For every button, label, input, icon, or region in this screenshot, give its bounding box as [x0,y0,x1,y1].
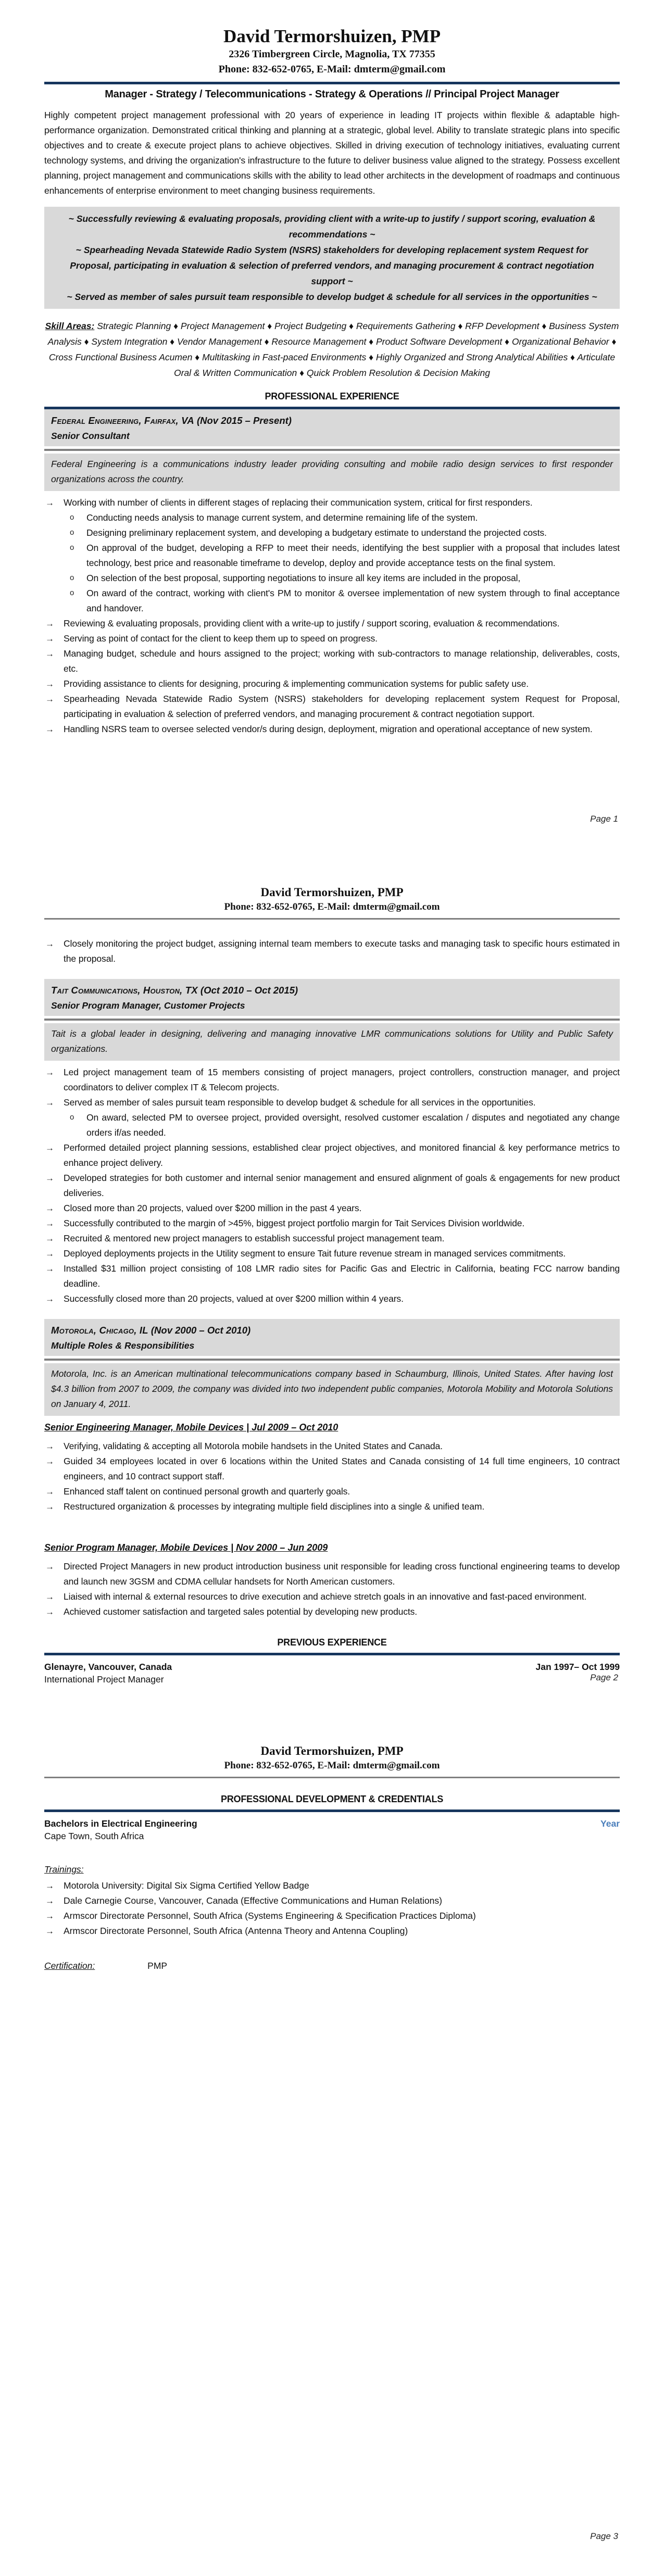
section-heading-previous-experience: PREVIOUS EXPERIENCE [277,1637,387,1648]
skill-areas-list: Strategic Planning ♦ Project Management ♦ Project Budgeting ♦ Requirements Gathering ♦ RFP Development ♦ Business System Analysis ♦ System Integration ♦ Vendor Management ♦ Resource Management ♦ Product Software Development ♦ Organizational Behavior ♦ Cross Functional Business Acumen ♦ Multitasking in Fast-paced Environments ♦ Highly Organized and Strong Analytical Abilities ♦ Articulate Oral & Written Communication ♦ Quick Problem Resolution & Decision Making [47,321,619,379]
job-divider [44,449,620,451]
job-bullet: → Managing budget, schedule and hours assigned to the project; working with sub-contractors to manage relationship, deliverables, costs, etc. [44,646,620,676]
role-bullet-list [44,1439,620,1514]
skill-areas-label: Skill Areas: [45,321,95,332]
company-description: Motorola, Inc. is an American multinational telecommunications company based in Schaumburg, Illinois, United States. After having lost $4.3 billion from 2007 to 2009, the company was divided into two independent public companies, Motorola Mobility and Motorola Solutions on January 4, 2011. [44,1363,620,1416]
training-item: → Armscor Directorate Personnel, South Africa (Systems Engineering & Specification Practices Diploma) [44,1908,620,1924]
job-bullet: → Successfully contributed to the margin of >45%, biggest project portfolio margin for Tait Services Division worldwide. [44,1216,620,1231]
job-divider [44,1019,620,1021]
page-number: Page 2 [590,1673,618,1682]
training-item: → Motorola University: Digital Six Sigma Certified Yellow Badge [44,1878,620,1893]
company-description: Tait is a global leader in designing, delivering and managing innovative LMR communications solutions for Utility and Public Safety organizations. [44,1023,620,1061]
job-bullet: → Spearheading Nevada Statewide Radio System (NSRS) stakeholders for developing replacement system Request for Proposal, participating in evaluation & selection of preferred vendors, and managing procurement & contract negotiation support. [44,692,620,722]
highlight-item: ~ Spearheading Nevada Statewide Radio System (NSRS) stakeholders for developing replacement system Request for Proposal, participating in evaluation & selection of preferred vendors, and managing procurement & contract negotiation support ~ [70,245,594,287]
company-name: Tait Communications, Houston, TX [51,985,198,996]
job-title: International Project Manager [44,1674,164,1685]
job-bullet: → Closely monitoring the project budget, assigning internal team members to execute tasks and managing task to specific hours estimated in the proposal. [44,936,620,966]
job-bullet-list [44,1065,620,1306]
certification-value: PMP [147,1961,168,1971]
company-dates: (Nov 2000 – Oct 2010) [151,1325,251,1336]
job-header [44,979,620,1016]
continuation-header-rule [44,1777,620,1778]
job-bullet: → Closed more than 20 projects, valued over $200 million in the past 4 years. [44,1201,620,1216]
job-bullet: → Developed strategies for both customer and internal senior management and ensured alignment of goals & engagements for new product deliveries. [44,1171,620,1201]
job-bullet: → Restructured organization & processes by integrating multiple field disciplines into a single & unified team. [44,1499,620,1514]
company-dates: (Nov 2015 – Present) [196,415,292,426]
company-dates: (Oct 2010 – Oct 2015) [200,985,298,996]
page-number: Page 3 [590,2531,618,2541]
job-title: Senior Program Manager, Customer Projects [51,1000,245,1011]
job-sub-bullet: o On approval of the budget, developing a RFP to meet their needs, identifying the best supplier with a proposal that includes latest technology, best price and reasonable timeframe to develop, deploy and provide acceptance tests on the final system. [64,541,620,571]
job-bullet: → Served as member of sales pursuit team responsible to develop budget & schedule for all services in the opportunities. o On award, selected PM to oversee project, provided oversight, resolved customer escalation / disputes and negotiated any change orders if/as needed. [44,1095,620,1140]
job-tait-communications [44,979,620,1306]
role-bullet-list [44,1559,620,1619]
job-bullet: → Guided 34 employees located in over 6 locations within the United States and Canada consisting of 14 full time engineers, 10 contract engineers, and 10 contract support staff. [44,1454,620,1484]
training-item: → Dale Carnegie Course, Vancouver, Canada (Effective Communications and Human Relations) [44,1893,620,1908]
candidate-name: David Termorshuizen, PMP [223,26,441,46]
target-role-title: Manager - Strategy / Telecommunications - Strategy & Operations // Principal Project Manager [105,89,559,100]
job-bullet: → Serving as point of contact for the client to keep them up to speed on progress. [44,631,620,646]
job-bullet: → Deployed deployments projects in the Utility segment to ensure Tait future revenue stream in managed services commitments. [44,1246,620,1261]
job-header [44,409,620,446]
degree-row [44,1818,620,1829]
job-header [44,1319,620,1356]
job-sub-bullet: o Designing preliminary replacement system, and developing a budgetary estimate to understand the projected costs. [64,525,620,541]
job-sub-bullet: o Conducting needs analysis to manage current system, and determine remaining life of the system. [64,510,620,525]
section-rule [44,1810,620,1812]
job-bullet: → Successfully closed more than 20 projects, valued at over $200 million within 4 years. [44,1291,620,1306]
resume-masthead [44,0,620,77]
job-bullet: → Achieved customer satisfaction and targeted sales potential by developing new products. [44,1604,620,1619]
continuation-header [44,1717,620,1773]
job-bullet: → Enhanced staff talent on continued personal growth and quarterly goals. [44,1484,620,1499]
highlight-item: ~ Successfully reviewing & evaluating proposals, providing client with a write-up to justify / support scoring, evaluation & recommendations ~ [68,213,596,240]
resume-page-3 [0,1717,664,2576]
company-name: Glenayre, Vancouver, Canada [44,1662,172,1673]
trainings-list [44,1878,620,1939]
role-subheading-senior-program-manager: Senior Program Manager, Mobile Devices | Nov 2000 – Jun 2009 [44,1542,328,1553]
highlight-item: ~ Served as member of sales pursuit team responsible to develop budget & schedule for all services in the opportunities ~ [67,292,597,303]
candidate-name: David Termorshuizen, PMP [260,886,404,899]
certification-row [44,1961,620,1971]
company-line [51,983,613,998]
section-rule [44,1653,620,1655]
certification-label: Certification: [44,1961,95,1971]
candidate-contact: Phone: 832-652-0765, E-Mail: dmterm@gmail.com [218,64,446,76]
trainings-label: Trainings: [44,1864,84,1875]
job-title: Senior Consultant [51,431,130,442]
skill-areas [44,318,620,381]
job-bullet: → Led project management team of 15 members consisting of project managers, project controllers, construction manager, and project coordinators to deliver complex IT & Telecom projects. [44,1065,620,1095]
job-bullet: → Working with number of clients in different stages of replacing their communication system, critical for first responders. o Conducting needs analysis to manage current system, and determine remaining life of the system. o Designing preliminary replacement system, and developing a budgetary estimate to understand the projected costs. o On approval of the budget, developing a RFP to meet their needs, identifying the best supplier with a proposal that includes latest technology, best price and reasonable timeframe to develop, deploy and provide acceptance tests on the final system. o On selection of the best proposal, supporting negotiations to insure all key items are included in the proposal, o On award of the contract, working with client's PM to monitor & oversee implementation of new system through to final acceptance and handover. [44,495,620,616]
company-line [51,1323,613,1338]
candidate-contact: Phone: 832-652-0765, E-Mail: dmterm@gmail.com [224,1760,440,1771]
role-subheading-senior-engineering-manager: Senior Engineering Manager, Mobile Devices | Jul 2009 – Oct 2010 [44,1422,339,1433]
job-bullet: → Installed $31 million project consisting of 108 LMR radio sites for Pacific Gas and Electric in California, beating FCC narrow banding deadline. [44,1261,620,1291]
company-description: Federal Engineering is a communications industry leader providing consulting and mobile radio design services to first responder organizations across the country. [44,454,620,491]
job-bullet: → Reviewing & evaluating proposals, providing client with a write-up to justify / support scoring, evaluation & recommendations. [44,616,620,631]
resume-page-1 [0,0,664,859]
job-divider [44,1359,620,1361]
company-dates: Jan 1997– Oct 1999 [535,1662,620,1673]
training-item: → Armscor Directorate Personnel, South Africa (Antenna Theory and Antenna Coupling) [44,1924,620,1939]
carryover-bullet-list [44,936,620,966]
job-sub-bullet-list [64,510,620,616]
job-federal-engineering [44,409,620,737]
job-bullet: → Liaised with internal & external resources to drive execution and achieve stretch goals in an innovative and fast-paced environment. [44,1589,620,1604]
company-line [51,413,613,429]
section-heading-professional-development: PROFESSIONAL DEVELOPMENT & CREDENTIALS [220,1794,444,1805]
job-motorola [44,1319,620,1619]
professional-summary: Highly competent project management professional with 20 years of experience in leading IT projects within flexible & adaptable high-performance organization. Demonstrated critical thinking and planning at a strategic, global level. Ability to translate strategic plans into specific objectives and to create & execute project plans to achieve objectives. Skilled in driving execution of technology initiatives, evaluating current technology systems, and driving the organization's infrastructure to the future to deliver business value aligned to the strategy. Possess excellent planning, project management and communications skills with the ability to lead other architects in the development of roadmaps and continuous enhancements of enterprise environment to meet changing business requirements. [44,110,620,196]
job-sub-bullet-list [64,1110,620,1140]
candidate-contact: Phone: 832-652-0765, E-Mail: dmterm@gmail.com [224,901,440,912]
job-bullet-list [44,495,620,737]
header-divider-rule [44,82,620,84]
highlights-box [44,207,620,309]
section-heading-professional-experience: PROFESSIONAL EXPERIENCE [265,391,399,402]
resume-page-2 [0,859,664,1717]
degree-year-label: Year [600,1818,620,1829]
job-bullet: → Directed Project Managers in new product introduction business unit responsible for leading cross functional engineering teams to develop and launch new 3GSM and CDMA cellular handsets for North American customers. [44,1559,620,1589]
job-bullet: → Handling NSRS team to oversee selected vendor/s during design, deployment, migration and operational acceptance of new system. [44,722,620,737]
job-sub-bullet: o On award, selected PM to oversee project, provided oversight, resolved customer escalation / disputes and negotiated any change orders if/as needed. [64,1110,620,1140]
job-sub-bullet: o On selection of the best proposal, supporting negotiations to insure all key items are included in the proposal, [64,571,620,586]
job-bullet: → Recruited & mentored new project managers to establish successful project management team. [44,1231,620,1246]
job-sub-bullet: o On award of the contract, working with client's PM to monitor & oversee implementation of new system through to final acceptance and handover. [64,586,620,616]
job-title: Multiple Roles & Responsibilities [51,1340,195,1351]
job-bullet: → Verifying, validating & accepting all Motorola mobile handsets in the United States and Canada. [44,1439,620,1454]
degree-location: Cape Town, South Africa [44,1831,144,1842]
job-bullet: → Performed detailed project planning sessions, established clear project objectives, and monitored financial & key performance metrics to enhance project delivery. [44,1140,620,1171]
previous-experience-row [44,1662,620,1673]
candidate-address: 2326 Timbergreen Circle, Magnolia, TX 77355 [229,48,435,60]
job-bullet: → Providing assistance to clients for designing, procuring & implementing communication systems for public safety use. [44,676,620,692]
company-name: Federal Engineering, Fairfax, VA [51,415,194,426]
continuation-header [44,859,620,914]
degree-name: Bachelors in Electrical Engineering [44,1818,197,1829]
candidate-name: David Termorshuizen, PMP [260,1744,404,1757]
company-name: Motorola, Chicago, IL [51,1325,148,1336]
page-number: Page 1 [590,814,618,824]
